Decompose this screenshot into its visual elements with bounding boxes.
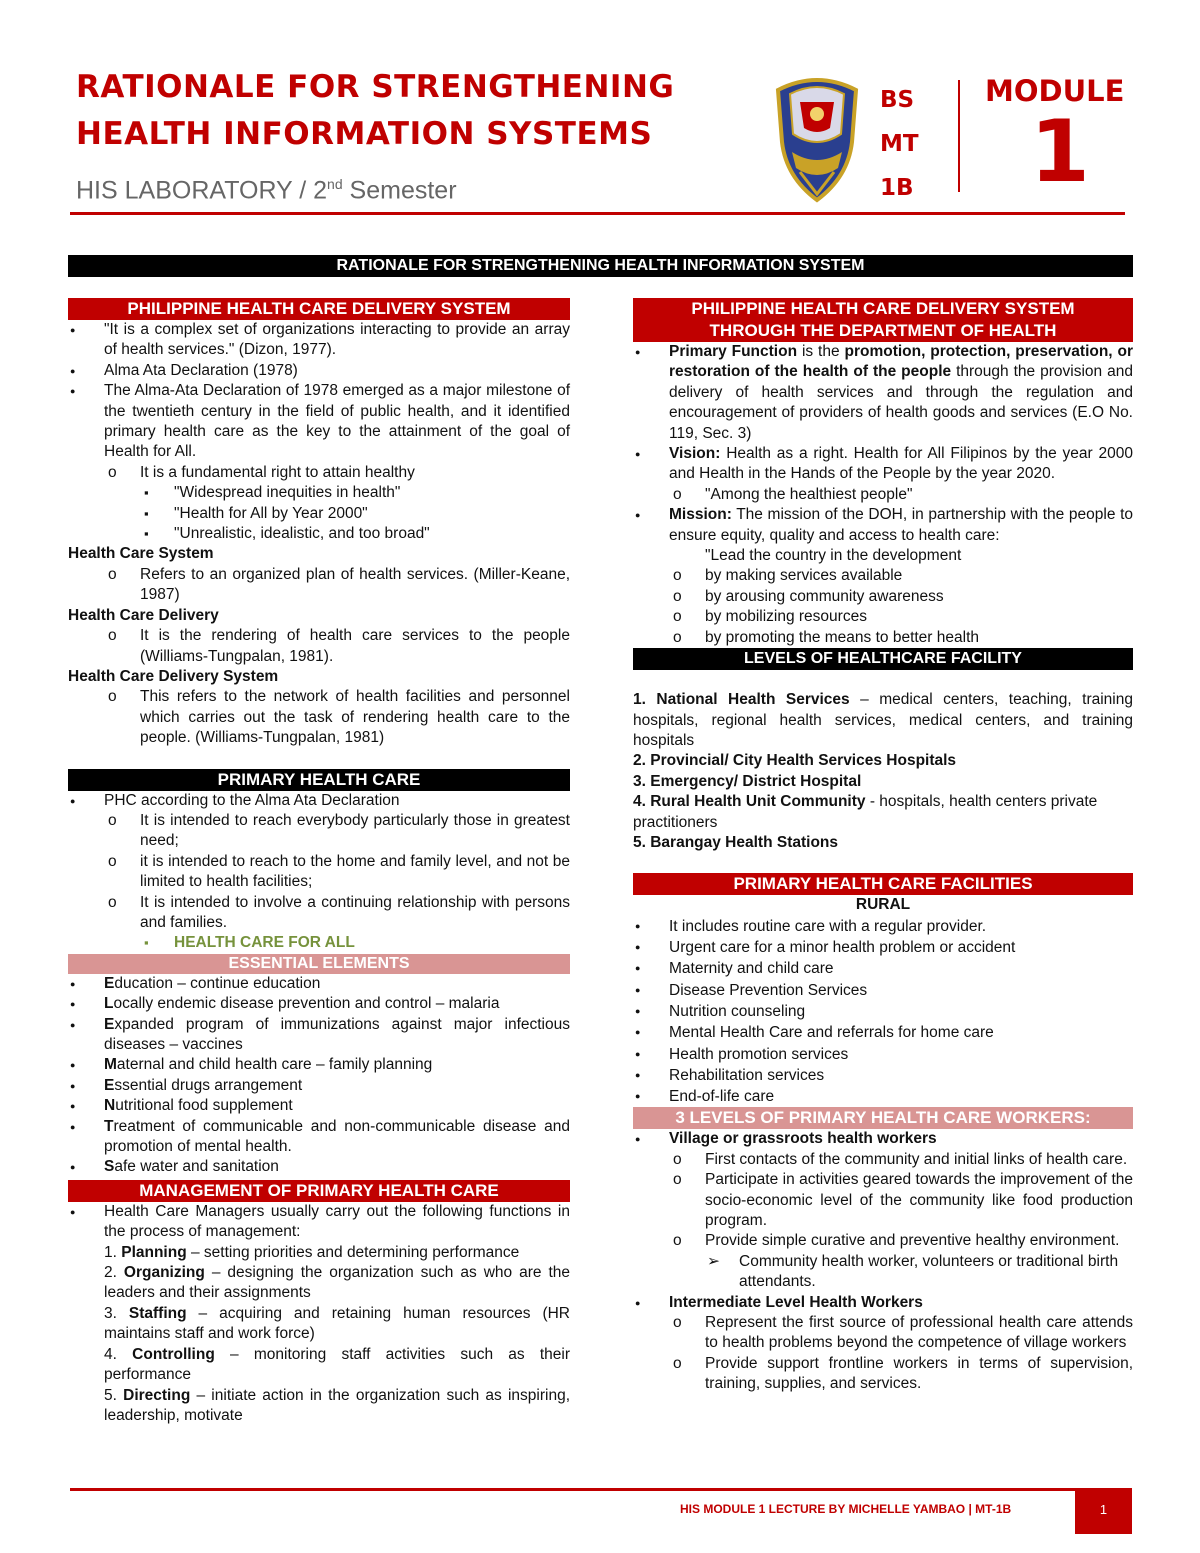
- list-item: ● Maternal and child health care – family planning: [68, 1055, 570, 1075]
- list-item: ▪ "Health for All by Year 2000": [68, 504, 570, 524]
- list-item: ● Disease Prevention Services: [633, 980, 1133, 1001]
- section-heading: MANAGEMENT OF PRIMARY HEALTH CARE: [68, 1180, 570, 1202]
- list-item: "Lead the country in the development: [705, 547, 962, 565]
- list-item: ● "It is a complex set of organizations interacting to provide an array of health services." (Dizon, 1977).: [68, 320, 570, 361]
- list-item: o "Among the healthiest people": [633, 485, 1133, 505]
- section-heading: LEVELS OF HEALTHCARE FACILITY: [633, 648, 1133, 670]
- list-item: o Represent the first source of professional health care attends to health problems beyond the competence of village workers: [633, 1313, 1133, 1354]
- essential-elements-list: [68, 974, 570, 1178]
- document-subtitle: HIS LABORATORY / 2nd Semester: [76, 176, 457, 205]
- main-section-bar: RATIONALE FOR STRENGTHENING HEALTH INFORMATION SYSTEM: [68, 255, 1133, 277]
- management-functions-list: [68, 1243, 570, 1427]
- list-item: o Provide support frontline workers in terms of supervision, training, supplies, and services.: [633, 1354, 1133, 1395]
- highlight-item: ▪ HEALTH CARE FOR ALL: [68, 933, 570, 953]
- list-item: ● Primary Function is the promotion, protection, preservation, or restoration of the health of the people through the provision and delivery of health services and through the regulation and encouragement of providers of health goods and services (E.O No. 119, Sec. 3): [633, 342, 1133, 444]
- section-heading: PHILIPPINE HEALTH CARE DELIVERY SYSTEM: [68, 298, 570, 320]
- list-item: ➢ Community health worker, volunteers or traditional birth attendants.: [633, 1252, 1133, 1293]
- list-item: ● Mental Health Care and referrals for home care: [633, 1022, 1133, 1043]
- list-item: ● Locally endemic disease prevention and control – malaria: [68, 994, 570, 1014]
- right-column: [633, 298, 1133, 1395]
- subheading: Health Care Delivery System: [68, 667, 279, 685]
- list-item: o This refers to the network of health facilities and personnel which carries out the task of rendering health care to the people. (Williams-Tungpalan, 1981): [68, 687, 570, 748]
- list-item: o It is the rendering of health care services to the people (Williams-Tungpalan, 1981).: [68, 626, 570, 667]
- list-item: 1. Planning – setting priorities and determining performance: [104, 1243, 520, 1261]
- list-item: ● Safe water and sanitation: [68, 1157, 570, 1177]
- list-item: 5. Barangay Health Stations: [633, 833, 839, 851]
- header-divider: [958, 80, 960, 192]
- list-item: o It is a fundamental right to attain healthy: [68, 463, 570, 483]
- list-item: 2. Organizing – designing the organization such as who are the leaders and their assignments: [104, 1264, 571, 1302]
- list-item: ● Alma Ata Declaration (1978): [68, 361, 570, 381]
- school-crest-icon: [770, 72, 864, 206]
- list-item: 4. Controlling – monitoring staff activities such as their performance: [104, 1345, 571, 1384]
- list-item: 3. Emergency/ District Hospital: [633, 772, 862, 790]
- list-item: ● Health Care Managers usually carry out the following functions in the process of management:: [68, 1202, 570, 1243]
- list-item: 3. Staffing – acquiring and retaining human resources (HR maintains staff and work force): [104, 1304, 570, 1343]
- list-item: ● Education – continue education: [68, 974, 570, 994]
- list-item: 5. Directing – initiate action in the organization such as inspiring, leadership, motivate: [104, 1386, 571, 1424]
- section-heading: PRIMARY HEALTH CARE FACILITIES: [633, 873, 1133, 895]
- section-heading: PRIMARY HEALTH CARE: [68, 769, 570, 791]
- list-item: 4. Rural Health Unit Community - hospitals, health centers private practitioners: [633, 793, 1098, 831]
- module-number: 1: [1030, 102, 1090, 202]
- list-item: ● Mission: The mission of the DOH, in partnership with the people to ensure equity, quality and access to health care:: [633, 505, 1133, 546]
- list-item: o by making services available: [633, 566, 1133, 586]
- list-item: ● The Alma-Ata Declaration of 1978 emerged as a major milestone of the twentieth century in the field of public health, and it identified primary health care as the key to the attainment of the goal of Health for All.: [68, 381, 570, 463]
- footer-rule: [70, 1488, 1132, 1491]
- document-title: RATIONALE FOR STRENGTHENING HEALTH INFORMATION SYSTEMS: [76, 69, 675, 152]
- list-item: ● Village or grassroots health workers: [633, 1129, 1133, 1149]
- header-rule: [70, 212, 1125, 215]
- page-number: 1: [1075, 1490, 1132, 1534]
- list-item: ● Nutritional food supplement: [68, 1096, 570, 1116]
- list-item: ● Health promotion services: [633, 1044, 1133, 1065]
- list-item: o by promoting the means to better health: [633, 628, 1133, 648]
- section-heading: 3 LEVELS OF PRIMARY HEALTH CARE WORKERS:: [633, 1107, 1133, 1129]
- list-item: ▪ "Unrealistic, idealistic, and too broad": [68, 524, 570, 544]
- list-item: ● Essential drugs arrangement: [68, 1076, 570, 1096]
- subheading: Health Care System: [68, 545, 214, 563]
- facilities-list: [633, 916, 1133, 1108]
- list-item: o It is intended to involve a continuing relationship with persons and families.: [68, 893, 570, 934]
- list-item: ● Vision: Health as a right. Health for All Filipinos by the year 2000 and Health in the Hands of the People by the year 2020.: [633, 444, 1133, 485]
- module-label: MODULE: [985, 74, 1125, 108]
- list-item: ● Treatment of communicable and non-communicable disease and promotion of mental health.: [68, 1117, 570, 1158]
- list-item: o Refers to an organized plan of health services. (Miller-Keane, 1987): [68, 565, 570, 606]
- list-item: o it is intended to reach to the home and family level, and not be limited to health facilities;: [68, 852, 570, 893]
- list-item: ▪ "Widespread inequities in health": [68, 483, 570, 503]
- list-item: ● PHC according to the Alma Ata Declaration: [68, 791, 570, 811]
- list-item: ● Rehabilitation services: [633, 1065, 1133, 1086]
- list-item: o First contacts of the community and initial links of health care.: [633, 1150, 1133, 1170]
- section-heading: ESSENTIAL ELEMENTS: [68, 954, 570, 974]
- section-heading: PHILIPPINE HEALTH CARE DELIVERY SYSTEM THROUGH THE DEPARTMENT OF HEALTH: [633, 298, 1133, 342]
- list-item: o Provide simple curative and preventive healthy environment.: [633, 1231, 1133, 1251]
- left-column: [68, 298, 570, 1426]
- list-item: ● End-of-life care: [633, 1086, 1133, 1107]
- program-code: BS MT 1B: [880, 87, 919, 201]
- list-item: ● It includes routine care with a regular provider.: [633, 916, 1133, 937]
- subheading: RURAL: [855, 896, 911, 914]
- list-item: o It is intended to reach everybody particularly those in greatest need;: [68, 811, 570, 852]
- list-item: ● Urgent care for a minor health problem or accident: [633, 937, 1133, 958]
- footer-text: HIS MODULE 1 LECTURE BY MICHELLE YAMBAO | MT-1B: [680, 1502, 1012, 1516]
- subheading: Health Care Delivery: [68, 606, 219, 624]
- list-item: 2. Provincial/ City Health Services Hospitals: [633, 752, 957, 770]
- list-item: ● Nutrition counseling: [633, 1001, 1133, 1022]
- mission-list: [633, 566, 1133, 648]
- list-item: o by mobilizing resources: [633, 607, 1133, 627]
- list-item: 1. National Health Services – medical centers, teaching, training hospitals, regional health services, medical centers, and training hospitals: [633, 691, 1133, 749]
- list-item: ● Expanded program of immunizations against major infectious diseases – vaccines: [68, 1015, 570, 1056]
- list-item: ● Intermediate Level Health Workers: [633, 1293, 1133, 1313]
- list-item: ● Maternity and child care: [633, 958, 1133, 979]
- list-item: o by arousing community awareness: [633, 587, 1133, 607]
- list-item: o Participate in activities geared towards the improvement of the socio-economic level of the community like food production program.: [633, 1170, 1133, 1231]
